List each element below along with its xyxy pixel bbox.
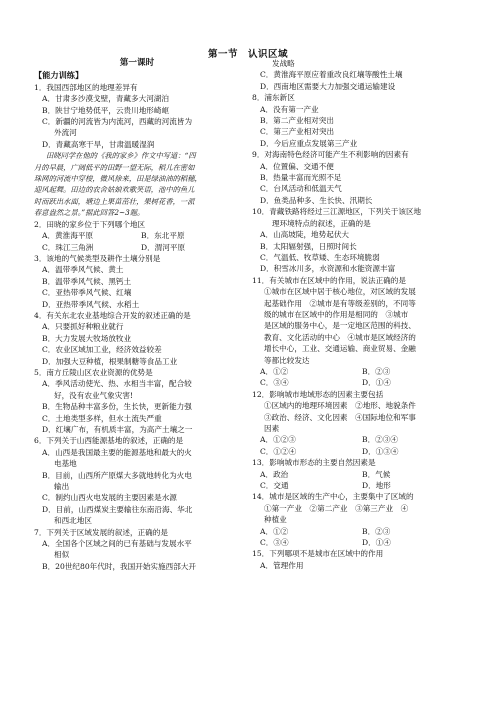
option-text: A．①② [260,366,289,376]
option-line-cont: 输出 [54,482,70,492]
question-stem: 3．该地的气候类型及耕作土壤分别是 [34,253,161,263]
left-question-list [34,82,240,572]
statement-line: ①城市在区域中居于核心地位，对区域的发展 [264,287,416,297]
option-text: B．东北平原 [141,231,185,241]
passage-line: 时而跃出水面，塘边上果苗茁壮，果树花香，一派 [34,196,195,206]
option-row [252,480,464,491]
question-stem: 8．浦东新区 [252,93,295,103]
option-line-cont: 电基地 [54,459,77,469]
option-line: A．山西是我国最主要的能源基地和最大的火 [42,447,192,457]
option-row [34,230,240,241]
option-text: B．②③ [362,366,391,376]
passage-line: 田晓同学在他的《我的家乡》作文中写道：“四 [46,151,196,161]
question-stem: 15．下列哪项不是城市在区域中的作用 [252,549,384,559]
option-row [252,446,464,457]
option-text: D．①③④ [362,446,399,456]
option-row [252,366,464,377]
statement-line: ③政治、经济、文化因素 ④国际地位和军事 [264,412,416,422]
option-line: C．台风活动和低温天气 [260,184,342,194]
option-line: A．季风活动使光、热、水相当丰富，配合较 [42,379,192,389]
question-stem: 13．影响城市形态的主要自然因素是 [252,458,376,468]
option-line: A．位置偏、交通不便 [260,161,334,171]
question-stem: 2．田晓的家乡位于下列哪个地区 [34,219,146,229]
option-line: C．第三产业相对突出 [260,127,335,137]
question-stem: 9．对海南特色经济可能产生不利影响的因素有 [252,150,409,160]
option-text: B．②③ [362,526,391,536]
option-line: D．亚热带季风气候、水稻土 [42,299,140,309]
option-line-cont: 和西北地区 [54,516,92,526]
option-text: C．①②④ [260,446,297,456]
statement-line: 因素 [264,424,280,433]
option-line: D．青藏高寒干旱，甘肃温暖湿润 [42,139,155,149]
question-stem: 6．下列关于山西能源基地的叙述，正确的是 [34,436,184,446]
passage-line: 月的早晨，广阔低平的田野一望无际，稻儿在密如 [34,162,195,172]
passage-line: 珠网的河流中穿梭，微风徐来，田是绿油油的稻穗， [34,174,202,184]
option-line: B．生物品种丰富多份，生长快，更新能力强 [42,402,192,412]
statement-line: 种植业 [264,515,287,525]
option-row [252,526,464,537]
statement-line: 等都比较发达 [264,355,310,365]
option-row [252,377,464,388]
option-line: A．没有第一产业 [260,104,319,114]
question-stem: 10．青藏铁路将经过三江源地区，下列关于该区地 [252,207,422,217]
option-line: D．今后应重点发展第三产业 [260,138,358,148]
statement-line: 增长中心，工业、交通运输、商业贸易、金融 [264,344,416,354]
question-stem: 14．城市是区域的生产中心，主要集中了区域的 [252,492,414,502]
page-title: 第一节 认识区域 [207,49,288,60]
section-heading: 【能力训练】 [34,70,84,81]
statement-line: 是区域的服务中心，是一定地区范围的科技、 [264,321,416,331]
question-stem: 1．我国西部地区的地理差异有 [34,82,138,92]
option-line: D．积雪冰川多，水资源和水能资源丰富 [260,264,396,274]
passage-line: 迎风起舞。田边的农舍姑娘欢歌笑语，池中的鱼儿 [34,185,195,195]
option-text: A．黄淮海平原 [42,231,94,241]
question-stem: 5．南方丘陵山区农业资源的优势是 [34,367,153,377]
option-text: A．①② [260,526,289,536]
option-text: C．交通 [260,481,289,491]
option-line: D．西南地区需要大力加强交通运输建设 [260,81,396,91]
option-text: D．①④ [362,538,391,548]
option-line: B．陕甘宁地势低平，云贵川地形崎岖 [42,105,170,115]
option-line: A．全国各个区域之间的已有基础与发展水平 [42,539,192,549]
option-text: B．②③④ [362,435,398,445]
option-line: C．土地类型多样，但水土流失严重 [42,413,162,423]
right-question-list [252,58,464,571]
option-line: C．新疆的河流皆为内流河，西藏的河流皆为 [42,117,193,127]
option-text: D．渭河平原 [141,242,186,252]
right-column [252,58,464,571]
option-row [34,242,240,253]
option-line: C．亚热带季风气候、红壤 [42,288,132,298]
question-stem: 12．影响城市地域形态的因素主要包括 [252,389,384,399]
option-line: D．红壤广布，有机质丰富，为高产土壤之一 [42,425,193,434]
option-line-cont: 外流河 [54,128,77,138]
left-column [34,58,240,572]
option-row [252,434,464,445]
option-line: B．温带季风气候、黑钙土 [42,276,132,286]
option-text: C．③④ [260,538,289,548]
option-line: B．热量丰富而光照不足 [260,173,342,183]
option-row [252,469,464,480]
lesson-heading: 第一课时 [119,58,155,68]
option-line-cont: 发战略 [272,59,295,68]
option-text: A．①②③ [260,435,296,445]
statement-line: 起基础作用 ②城市是有等级差别的，不同等 [264,298,416,308]
option-row [252,537,464,548]
option-line: D．鱼类品种多、生长快、汛期长 [260,195,373,205]
option-line: C．气温低、牧草矮、生态环境脆弱 [260,252,380,262]
option-line: C．农业区域加工业，经济效益较差 [42,345,162,355]
statement-line: 教育、文化活动的中心 ④城市是区域经济的 [264,332,416,342]
question-stem: 7．下列关于区域发展的叙述，正确的是 [34,527,168,537]
option-text: C．③④ [260,378,289,388]
option-line: A．只要抓好种粮业就行 [42,322,124,332]
option-line-cont: 理环境特点的叙述，正确的是 [272,218,371,228]
option-line: D．目前，山西煤炭主要输往东南沿海、华北 [42,504,193,514]
option-line: A．管理作用 [260,560,304,570]
option-line-cont: 好，没有农业气象灾害! [54,390,133,400]
option-text: D．①④ [362,378,391,388]
question-stem: 11．有关城市在区域中的作用，说法正确的是 [252,275,406,285]
option-text: A．政治 [260,469,289,479]
option-line: A．温带季风气候、黄土 [42,265,124,275]
option-line: B．大力发展大牧场放牧业 [42,333,132,343]
option-line: C．制约山西火电发展的主要因素是水源 [42,493,177,503]
statement-line: 级的城市在区域中的作用是相同的 ③城市 [264,309,409,319]
option-text: B．气候 [362,469,391,479]
option-line-cont: 相似 [54,550,70,560]
option-line: C．黄淮海平原应着重改良红壤等酸性土壤 [260,70,403,80]
option-text: D．地形 [362,481,391,491]
option-line: A．山高坡陡，地势起伏大 [260,230,350,240]
option-text: C．珠江三角洲 [42,242,94,252]
option-line: B．太阳辐射强，日照时间长 [260,241,357,251]
option-line: B．20世纪80年代时，我国开始实施西部大开 [42,561,196,571]
option-line: D．加强大豆种植，根果制糖等食品工业 [42,356,178,366]
passage-line: 春意盎然之景。”据此回答2~3题。 [34,208,145,218]
statement-line: ①第一产业 ②第二产业 ③第三产业 ④ [264,503,409,513]
statement-line: ①区域内的地理环境因素 ②地形、地貌条件 [264,401,416,411]
question-stem: 4．有关东北农业基地综合开发的叙述正确的是 [34,310,191,320]
option-line: A．甘肃多沙漠戈壁，青藏多大河湖泊 [42,94,169,104]
option-line: B．第二产业相对突出 [260,116,334,126]
option-line: B．目前，山西所产原煤大多就地转化为火电 [42,470,192,480]
